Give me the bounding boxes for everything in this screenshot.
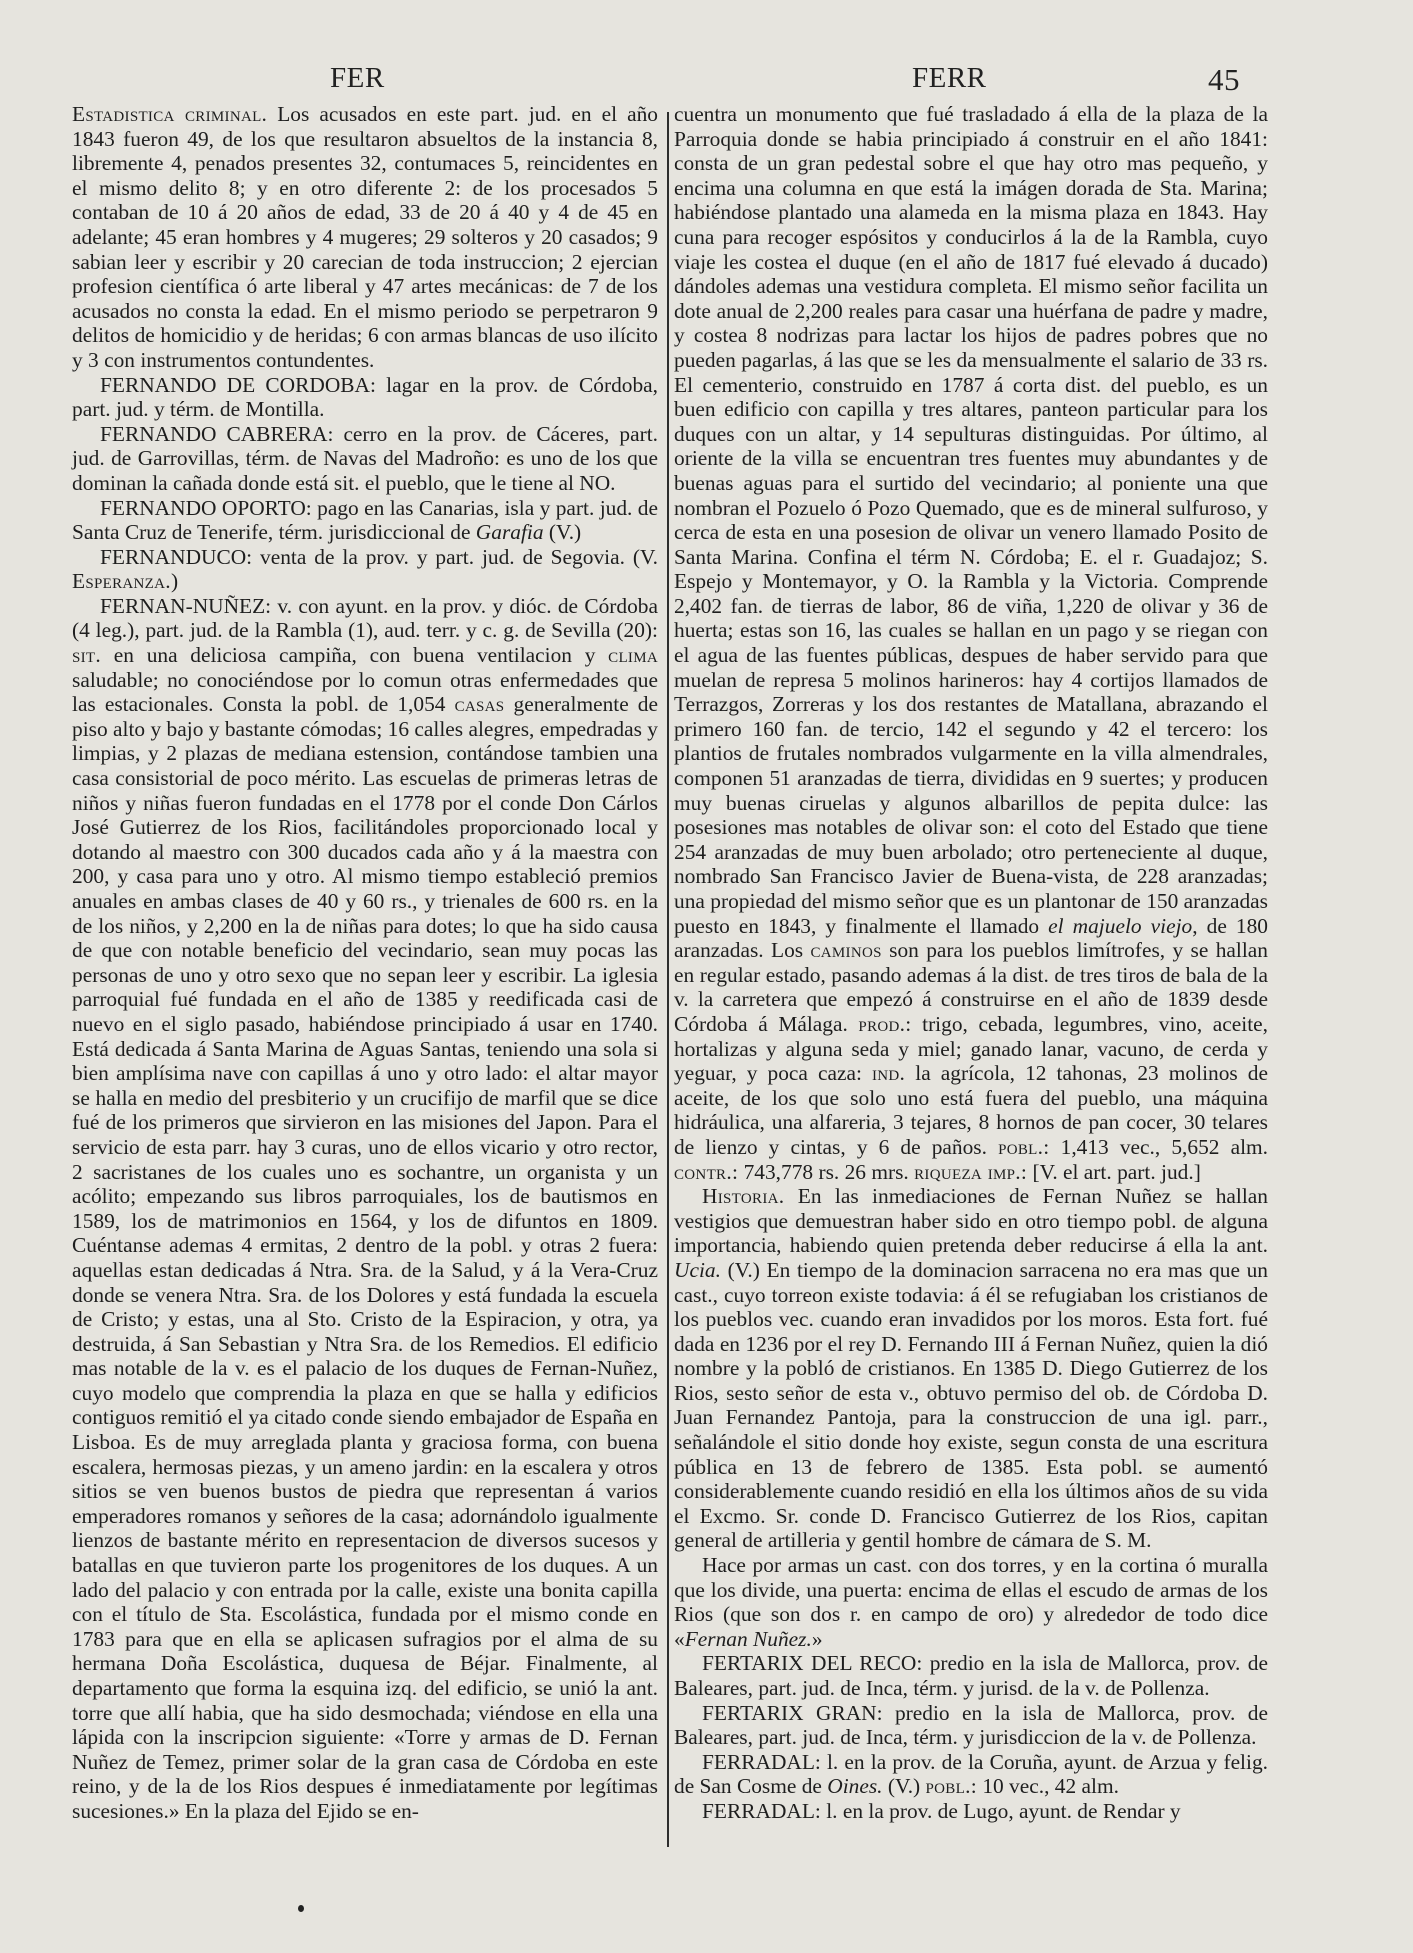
entry-fertarix-gran: FERTARIX GRAN: predio en la isla de Mallorca, prov. de Baleares, part. jud. de Inca, térm. y jurisdiccion de la v. de Pollenza. [674, 1700, 1268, 1750]
small-caps-term: contr.: [674, 1159, 739, 1184]
small-caps-term: riqueza imp.: [914, 1159, 1028, 1184]
entry-text: en una deliciosa campiña, con buena ventilacion y [101, 643, 609, 668]
italic-ref: Garafia [475, 520, 544, 545]
entry-text: son para los pueblos limítrofes, y se hallan en regular estado, pasando ademas á la dist. de tres tiros de bala de la v. la carretera que empezó á construirse en el año de 1839 desde Córdoba á Málaga. [674, 938, 1268, 1036]
entry-text: cuentra un monumento que fué trasladado á ella de la plaza de la Parroquia donde se habia principiado á construir en el año 1841: consta de un gran pedestal sobre el que hay otro mas pequeño, y encima una columna en que está la imágen dorada de Sta. Marina; habiéndose plantado una alameda en la misma plaza en 1843. Hay cuna para recoger espósitos y conducirlos á la de la Rambla, cuyo viaje les costea el duque (en el año de 1817 fué elevado á ducado) dándoles ademas una vestidura completa. El mismo señor facilita un dote anual de 2,200 reales para casar una huérfana de padre y madre, y costea 8 nodrizas para lactar los hijos de padres pobres que no pueden pagarlas, á las que se les da mensualmente el salario de 33 rs. El cementerio, construido en 1787 á corta dist. del pueblo, es un buen edificio con capilla y tres altares, panteon particular para los duques con un altar, y 14 sepulturas distinguidas. Por último, al oriente de la villa se encuentran tres fuentes muy abundantes y de buenas aguas para el surtido del vecindario; al poniente una que nombran el Pozuelo ó Pozo Quemado, que es de mineral sulfuroso, y cerca de esta en una posesion de olivar un venero llamado Posito de Santa Marina. Confina el térm N. Córdoba; E. el r. Guadajoz; S. Espejo y Montemayor, y O. la Rambla y la Victoria. Comprende 2,402 fan. de tierras de labor, 86 de viña, 1,220 de olivar y 36 de huerta; estas son 16, las cuales se hallan en un pago y se riegan con el agua de las fuentes públicas, despues de haber servido para que muelan de represa 5 molinos harineros: hay 4 cortijos llamados de Terrazgos, Zorreras y los dos restantes de Matallana, abrazando el primero 160 fan. de tercio, 142 el segundo y 42 el tercero: los plantios de frutales nombrados vulgarmente en la villa almendrales, componen 51 aranzadas de tierra, divididas en 9 suertes; y producen muy buenas ciruelas y algunos albarillos de pepita dulce: las posesiones mas notables de olivar son: el coto del Estado que tiene 254 aranzadas de muy buen arbolado; otro perteneciente al duque, nombrado San Francisco Javier de Buena-vista, de 228 aranzadas; una propiedad del mismo señor que es un plantonar de 150 aranzadas puesto en 1843, y finalmente el llamado [674, 102, 1268, 938]
italic-ref: Oines. [827, 1774, 883, 1799]
entry-text: FERRADAL: l. en la prov. de la Coruña, ayunt. de Arzua y felig. de San Cosme de [674, 1749, 1268, 1799]
entry-text: (V.) En tiempo de la dominacion sarracena no era mas que un cast., cuyo torreon existe todavia: á él se refugiaban los cristianos de los pueblos vec. cuando eran invadidos por los moros. Esta fort. fué dada en 1236 por el rey D. Fernando III á Fernan Nuñez, quien la dió nombre y la pobló de cristianos. En 1385 D. Diego Gutierrez de los Rios, sesto señor de esta v., obtuvo permiso del ob. de Córdoba D. Juan Fernandez Pantoja, para la construccion de una igl. parr., señalándole el sitio donde hoy existe, segun consta de una escritura pública en 13 de febrero de 1385. Esta pobl. se aumentó considerablemente cuando residió en ella los últimos años de su vida el Excmo. Sr. conde D. Francisco Gutierrez de los Rios, capitan general de artilleria y gentil hombre de cámara de S. M. [674, 1257, 1268, 1553]
running-header-right: FERR [912, 62, 987, 94]
entry-text: Hace por armas un cast. con dos torres, y en la cortina ó muralla que los divide, una puerta: encima de ellas el escudo de armas de los Rios (que son dos r. en campo de oro) y alrededor de todo dice « [674, 1553, 1268, 1651]
entry-text: 743,778 rs. 26 mrs. [738, 1159, 915, 1184]
entry-text: 10 vec., 42 alm. [976, 1774, 1119, 1799]
ink-speck [298, 1905, 304, 1912]
entry-text: generalmente de piso alto y bajo y bastante cómodas; 16 calles alegres, empedradas y limpias, y 2 plazas de mediana estension, contándose tambien una casa consistorial de poco mérito. Las escuelas de primeras letras de niños y niñas fueron fundadas en el 1778 por el conde Don Cárlos José Gutierrez de los Rios, facilitándoles proporcionado local y dotando al maestro con 300 ducados cada año y á la maestra con 200, y casa para uno y otro. Al mismo tiempo estableció premios anuales en ambas clases de 40 y 60 rs., y trienales de 600 rs. en la de los niños, y 2,200 en la de niñas para dotes; lo que ha sido causa de que con notable beneficio del vecindario, sean muy pocas las personas de uno y otro sexo que no sepan leer y escribir. La iglesia parroquial fué fundada en el año de 1385 y reedificada casi de nuevo en el siglo pasado, habiéndose principiado á usar en 1740. Está dedicada á Santa Marina de Aguas Santas, teniendo una sola si bien amplísima nave con capillas á uno y otro lado: el altar mayor se halla en medio del presbiterio y un crucifijo de marfil que se dice fué de los primeros que sirvieron en las misiones del Japon. Para el servicio de esta parr. hay 3 curas, uno de ellos vicario y otro rector, 2 sacristanes de los cuales uno es sochantre, un organista y un acólito; empezando sus libros parroquiales, los de bautismos en 1589, los de matrimonios en 1564, y los de difuntos en 1809. Cuéntanse ademas 4 ermitas, 2 dentro de la pobl. y otras 2 fuera: aquellas estan dedicadas á Ntra. Sra. de la Salud, y á la Vera-Cruz donde se venera Ntra. Sra. de los Dolores y está fundada la escuela de Cristo; y estas, una al Sto. Cristo de la Espiracion, y otra, ya destruida, á San Sebastian y Ntra Sra. de los Remedios. El edificio mas notable de la v. es el palacio de los duques de Fernan-Nuñez, cuyo modelo que comprendia la plaza en que se halla y edificios contiguos remitió el ya citado conde siendo embajador de España en Lisboa. Es de muy arreglada planta y graciosa forma, con buena escalera, hermosas piezas, y un ameno jardin: en la escalera y otros sitios se ven buenos bustos de piedra que representan á varios emperadores romanos y señores de la casa; adornándolo igualmente lienzos de bastante mérito en representacion de diversos sucesos y batallas en que tuvieron parte los progenitores de los duques. A un lado del palacio y con entrada por la calle, existe una bonita capilla con el título de Sta. Escolástica, fundada por el mismo conde en 1783 para que en ella se aplicasen sufragios por el alma de su hermana Doña Escolástica, duquesa de Béjar. Finalmente, al departamento que forma la esquina izq. del edificio, se unió la ant. torre que allí habia, que ha sido desmochada; viéndose en ella una lápida con la inscripcion siguiente: «Torre y armas de D. Fernan Nuñez de Temez, primer solar de la gran casa de Córdoba en este reino, y de la de los Rios despues é inmediatamente por legítimas sucesiones.» En la plaza del Ejido se en- [72, 692, 658, 1823]
entry-text: trigo, cebada, legumbres, vino, aceite, hortalizas y alguna seda y miel; ganado lanar, vacuno, de cerda y yeguar, y poca caza: [674, 1011, 1268, 1086]
page-number: 45 [1208, 62, 1240, 97]
entry-text: 1,413 vec., 5,652 alm. [1049, 1134, 1268, 1159]
entry-fernando-oporto [72, 496, 658, 545]
entry-fernan-nunez-continued [674, 102, 1268, 1184]
entry-text: [V. el art. part. jud.] [1027, 1159, 1201, 1184]
entry-estadistica-criminal [72, 102, 658, 373]
entry-text: (V.) [882, 1774, 926, 1799]
italic-quote: Fernan Nuñez. [684, 1626, 812, 1651]
entry-text: saludable; no conociéndose por lo comun otras enfermedades que las estacionales. Consta la pobl. de 1,054 [72, 667, 658, 717]
small-caps-term: clima [608, 643, 658, 668]
entry-fernando-cabrera: FERNANDO CABRERA: cerro en la prov. de Cáceres, part. jud. de Garrovillas, térm. de Navas del Madroño: es uno de los que dominan la cañada donde está sit. el pueblo, que le tiene al NO. [72, 421, 658, 495]
small-caps-term: caminos [810, 938, 882, 963]
section-label: Historia. [702, 1184, 785, 1209]
entry-fernan-nunez [72, 594, 658, 1824]
right-column [674, 102, 1268, 1824]
entry-text: FERNANDUCO: venta de la prov. y part. jud. de Segovia. (V. [100, 544, 658, 569]
entry-text: FERNAN-NUÑEZ: v. con ayunt. en la prov. y dióc. de Córdoba (4 leg.), part. jud. de la Rambla (1), aud. terr. y c. g. de Sevilla (20): [72, 593, 658, 643]
section-label: Estadistica criminal. [72, 102, 268, 126]
italic-ref: Ucia. [674, 1257, 721, 1282]
small-caps-term: ind. [871, 1061, 906, 1086]
small-caps-term: casas [454, 692, 505, 717]
entry-fernanduco [72, 545, 658, 594]
small-caps-term: prod.: [858, 1011, 912, 1036]
small-caps-term: pobl.: [925, 1774, 977, 1799]
entry-text: la agrícola, 12 tahonas, 23 molinos de aceite, de los que solo uno está fuera del pueblo, una máquina hidráulica, una alfareria, 3 tejares, 8 hornos de pan cocer, 30 telares de lienzo y cintas, y 6 de paños. [674, 1061, 1268, 1159]
column-divider [667, 112, 669, 1847]
small-caps-term: pobl.: [998, 1134, 1050, 1159]
small-caps-term: sit. [72, 643, 102, 668]
entry-text: Los acusados en este part. jud. en el año 1843 fueron 49, de los que resultaron absueltos de la instancia 8, libremente 4, penados presentes 32, contumaces 5, reincidentes en el mismo delito 8; y en otro diferente 2: de los procesados 5 contaban de 10 á 20 años de edad, 33 de 20 á 40 y 4 de 45 en adelante; 45 eran hombres y 4 mugeres; 29 solteros y 20 casados; 9 sabian leer y escribir y 20 carecian de toda instruccion; 2 ejercian profesion científica ó arte liberal y 47 artes mecánicas: de 7 de los acusados no consta la edad. En el mismo periodo se perpetraron 9 delitos de homicidio y de heridas; 6 con armas blancas de uso ilícito y 3 con instrumentos contundentes. [72, 102, 658, 372]
entry-historia [674, 1184, 1268, 1553]
italic-term: el majuelo viejo [1048, 913, 1193, 938]
entry-text: , de 180 aranzadas. Los [674, 913, 1268, 963]
left-column [72, 102, 658, 1824]
entry-text: En las inmediaciones de Fernan Nuñez se hallan vestigios que demuestran haber sido en otro tiempo pobl. de alguna importancia, habiendo quien pretenda deber reducirse á ella la ant. [674, 1184, 1268, 1258]
entry-ferradal-coruna [674, 1750, 1268, 1799]
entry-text: FERNANDO OPORTO: pago en las Canarias, isla y part. jud. de Santa Cruz de Tenerife, térm. jurisdiccional de [72, 495, 658, 545]
running-header-left: FER [330, 62, 385, 94]
entry-ferradal-lugo: FERRADAL: l. en la prov. de Lugo, ayunt. de Rendar y [702, 1798, 1181, 1823]
entry-armas [674, 1553, 1268, 1651]
entry-text: (V.) [543, 520, 582, 545]
entry-fertarix-del-reco: FERTARIX DEL RECO: predio en la isla de Mallorca, prov. de Baleares, part. jud. de Inca, térm. y jurisd. de la v. de Pollenza. [674, 1651, 1268, 1700]
entry-fernando-de-cordoba: FERNANDO DE CORDOBA: lagar en la prov. de Córdoba, part. jud. y térm. de Montilla. [72, 372, 658, 422]
entry-text: ) [170, 569, 179, 594]
entry-text: » [811, 1626, 823, 1651]
small-caps-ref: Esperanza. [72, 569, 171, 594]
